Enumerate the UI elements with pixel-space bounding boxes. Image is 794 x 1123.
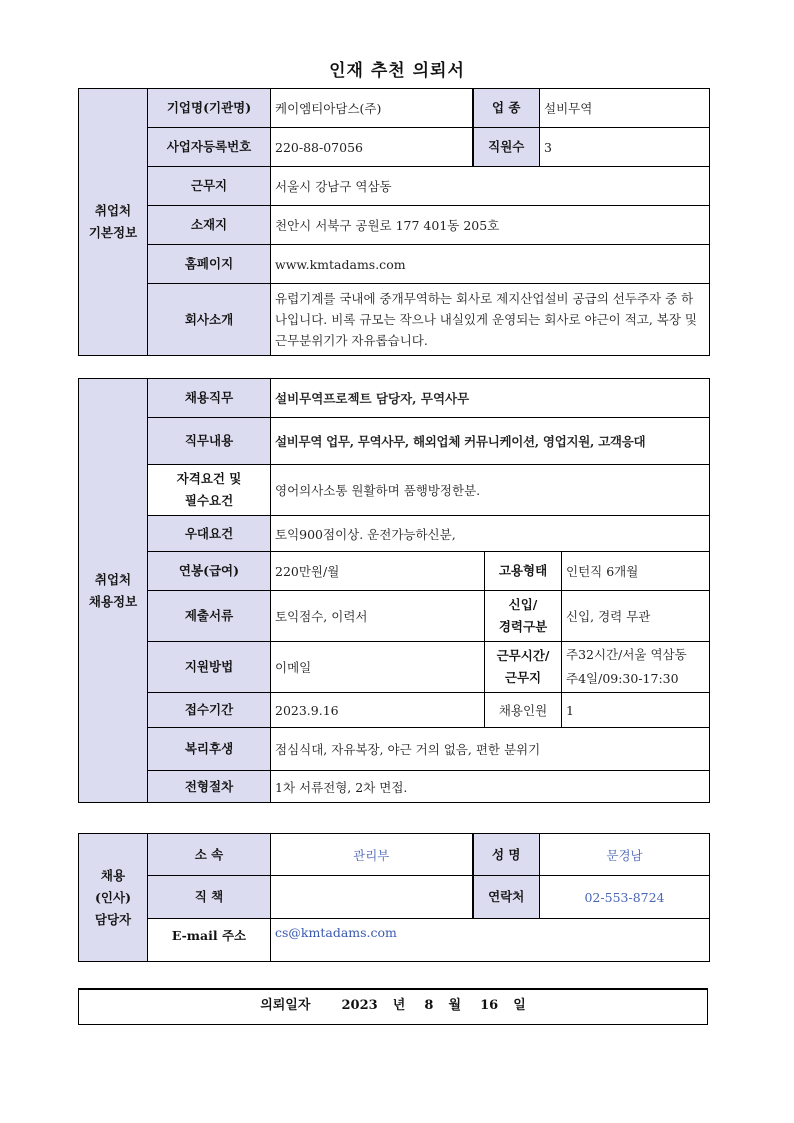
employees-label: 직원수 — [473, 128, 540, 167]
section-job-info-label: 취업처 채용정보 — [79, 379, 148, 803]
request-date-label: 의뢰일자 — [260, 998, 311, 1013]
documents-value: 토익점수, 이력서 — [271, 591, 485, 642]
company-name-value: 케이엠티아담스(주) — [271, 89, 473, 128]
documents-label: 제출서류 — [148, 591, 271, 642]
job-title-label: 채용직무 — [148, 379, 271, 418]
company-intro-label: 회사소개 — [148, 284, 271, 356]
section-basic-info-label: 취업처 기본정보 — [79, 89, 148, 356]
qualification-label: 자격요건 및 필수요건 — [148, 465, 271, 516]
hr-contact-table — [78, 833, 710, 962]
preference-value: 토익900점이상. 운전가능하신분, — [271, 516, 710, 552]
salary-label: 연봉(급여) — [148, 552, 271, 591]
contact-value: 02-553-8724 — [540, 876, 710, 919]
email-value: cs@kmtadams.com — [271, 919, 710, 962]
workplace-label: 근무지 — [148, 167, 271, 206]
application-period-label: 접수기간 — [148, 693, 271, 728]
page-title: 인재 추천 의뢰서 — [329, 61, 465, 81]
department-value: 관리부 — [271, 834, 473, 876]
homepage-value: www.kmtadams.com — [271, 245, 710, 284]
position-label: 직 책 — [148, 876, 271, 919]
job-title-value: 설비무역프로젝트 담당자, 무역사무 — [271, 379, 710, 418]
location-value: 천안시 서북구 공원로 177 401동 205호 — [271, 206, 710, 245]
position-value — [271, 876, 473, 919]
apply-method-value: 이메일 — [271, 642, 485, 693]
industry-label: 업 종 — [473, 89, 540, 128]
manager-name-value: 문경남 — [540, 834, 710, 876]
job-duty-label: 직무내용 — [148, 418, 271, 465]
section-hr-contact-label: 채용 (인사) 담당자 — [79, 834, 148, 962]
biz-reg-value: 220-88-07056 — [271, 128, 473, 167]
email-label: E-mail 주소 — [148, 919, 271, 962]
contact-label: 연락처 — [473, 876, 540, 919]
company-name-label: 기업명(기관명) — [148, 89, 271, 128]
industry-value: 설비무역 — [540, 89, 710, 128]
apply-method-label: 지원방법 — [148, 642, 271, 693]
headcount-label: 채용인원 — [485, 693, 562, 728]
welfare-label: 복리후생 — [148, 728, 271, 771]
preference-label: 우대요건 — [148, 516, 271, 552]
job-duty-value: 설비무역 업무, 무역사무, 해외업체 커뮤니케이션, 영업지원, 고객응대 — [271, 418, 710, 465]
job-info-table — [78, 378, 710, 803]
homepage-label: 홈페이지 — [148, 245, 271, 284]
request-date-month: 8 — [424, 998, 434, 1013]
application-period-value: 2023.9.16 — [271, 693, 485, 728]
selection-process-value: 1차 서류전형, 2차 면접. — [271, 771, 710, 803]
qualification-value: 영어의사소통 원활하며 품행방정한분. — [271, 465, 710, 516]
request-date-day: 16 — [480, 998, 499, 1013]
salary-value: 220만원/월 — [271, 552, 485, 591]
welfare-value: 점심식대, 자유복장, 야근 거의 없음, 편한 분위기 — [271, 728, 710, 771]
career-type-value: 신입, 경력 무관 — [562, 591, 710, 642]
headcount-value: 1 — [562, 693, 710, 728]
location-label: 소재지 — [148, 206, 271, 245]
work-hours-label: 근무시간/ 근무지 — [485, 642, 562, 693]
company-intro-value: 유럽기계를 국내에 중개무역하는 회사로 제지산업설비 공급의 선두주자 중 하나입니다. 비록 규모는 작으나 내실있게 운영되는 회사로 야근이 적고, 복장 및 근무분위기가 자유롭습니다. — [271, 284, 710, 356]
request-date-box: 의뢰일자 2023 년 8 월 16 일 — [78, 988, 708, 1025]
department-label: 소 속 — [148, 834, 271, 876]
company-basic-info-table — [78, 88, 710, 356]
employment-type-label: 고용형태 — [485, 552, 562, 591]
biz-reg-label: 사업자등록번호 — [148, 128, 271, 167]
employment-type-value: 인턴직 6개월 — [562, 552, 710, 591]
workplace-value: 서울시 강남구 역삼동 — [271, 167, 710, 206]
work-hours-value: 주32시간/서울 역삼동 주4일/09:30-17:30 — [562, 642, 710, 693]
selection-process-label: 전형절차 — [148, 771, 271, 803]
request-date-year: 2023 — [341, 998, 378, 1013]
career-type-label: 신입/ 경력구분 — [485, 591, 562, 642]
employees-value: 3 — [540, 128, 710, 167]
manager-name-label: 성 명 — [473, 834, 540, 876]
